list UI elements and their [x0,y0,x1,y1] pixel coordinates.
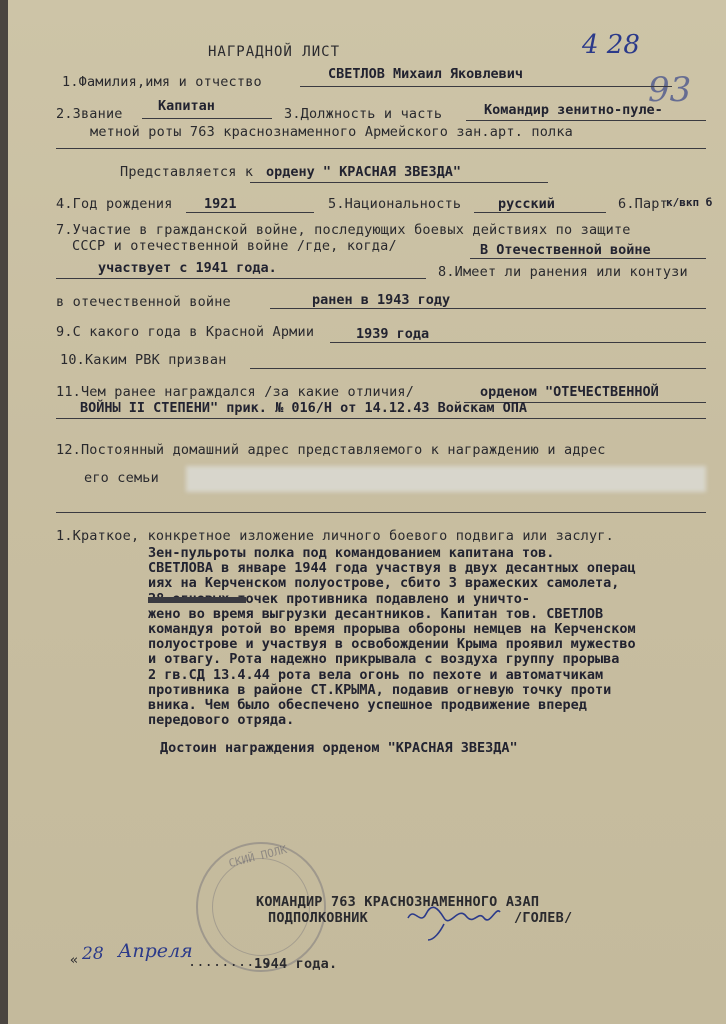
field-9-label: 9.С какого года в Красной Армии [56,324,315,340]
narrative-line: 28 огневых точек противника подавлено и уничто- [148,590,531,607]
field-8-label-line2: в отечественной войне [56,294,231,310]
field-1-value: СВЕТЛОВ Михаил Яковлевич [328,66,524,82]
narrative-heading: 1.Краткое, конкретное изложение личного боевого подвига или заслуг. [56,528,614,544]
field-6-value: к/вкп б [666,196,713,209]
field-3-underline [466,120,706,121]
conclusion: Достоин награждения орденом "КРАСНАЯ ЗВЕЗДА" [160,740,518,756]
signature-name: /ГОЛЕВ/ [514,910,573,926]
date-dots: .......... [188,954,272,970]
stamp-text: СКИЙ ПОЛК [227,842,289,871]
field-4-label: 4.Год рождения [56,196,173,212]
struck-out-text [148,597,246,603]
field-5-underline [474,212,606,213]
presented-underline [250,182,548,183]
field-5-value: русский [498,196,555,212]
field-3-underline-2 [56,148,706,149]
field-2-underline [142,118,272,119]
scan-edge [0,0,8,1024]
narrative-line: Зен-пульроты полка под командованием капитана тов. [148,545,555,561]
field-2-label: 2.Звание [56,106,123,122]
narrative-body [148,546,718,728]
date-quote: « [70,952,79,968]
field-7-label-line1: 7.Участие в гражданской войне, последующих боевых действиях по защите [56,222,631,238]
field-3-label: 3.Должность и часть [284,106,443,122]
field-7-value-line1: В Отечественной войне [480,242,651,258]
presented-label: Представляется к [120,164,254,180]
corner-handwritten-note: 4 28 [582,30,640,60]
field-4-value: 1921 [204,196,237,212]
redacted-address [186,466,706,492]
field-1-label: 1.Фамилия,имя и отчество [62,74,262,90]
field-8-underline [270,308,706,309]
field-7-label-line2: СССР и отечественной войне /где, когда/ [72,238,397,254]
field-7-underline [470,258,706,259]
field-12-label-line1: 12.Постоянный домашний адрес представляемого к награждению и адрес [56,442,606,458]
presented-value: ордену " КРАСНАЯ ЗВЕЗДА" [266,164,462,180]
narrative-line: передового отряда. [148,712,295,729]
field-11-label: 11.Чем ранее награждался /за какие отличия/ [56,384,415,400]
field-5-label: 5.Национальность [328,196,462,212]
field-7-underline-2 [56,278,426,279]
narrative-line: жено во время выгрузки десантников. Капитан тов. СВЕТЛОВ [148,605,604,622]
field-11-underline-2 [56,418,706,419]
date-year: 1944 года. [254,956,338,972]
field-12-label-line2: его семьи [84,470,159,486]
narrative-line: СВЕТЛОВА в январе 1944 года участвуя в двух десантных операц [148,560,636,577]
signature-title: КОМАНДИР 763 КРАСНОЗНАМЕННОГО АЗАП [256,894,540,910]
field-1-underline [300,86,672,87]
narrative-line: 2 гв.СД 13.4.44 рота вела огонь по пехоте и автоматчикам [148,666,604,683]
field-3-value-line1: Командир зенитно-пуле- [484,102,663,118]
field-3-value-line2: метной роты 763 краснознаменного Армейского зан.арт. полка [90,124,574,140]
date-month: Апреля [118,940,193,962]
narrative-line: полуострове и участвуя в освобождении Крыма проявил мужество [148,636,636,653]
document-title: НАГРАДНОЙ ЛИСТ [208,44,341,60]
field-4-underline [186,212,314,213]
field-8-label: 8.Имеет ли ранения или контузи [438,264,688,280]
field-11-value-line2: ВОЙНЫ II СТЕПЕНИ" прик. № 016/Н от 14.12.43 Войскам ОПА [80,400,528,416]
narrative-line: командуя ротой во время прорыва обороны немцев на Керченском [148,621,636,638]
signature [404,896,504,942]
date-day: 28 [82,944,104,964]
field-10-label: 10.Каким РВК призван [60,352,227,368]
narrative-line: вника. Чем было обеспечено успешное продвижение вперед [148,697,587,714]
field-8-value: ранен в 1943 году [312,292,451,308]
faint-handwritten-mark: 93 [648,70,692,110]
narrative-line: иях на Керченском полуострове, сбито 3 вражеских самолета, [148,575,620,592]
field-11-value-line1: орденом "ОТЕЧЕСТВЕННОЙ [480,384,659,400]
field-6-label: 6.Парт [618,196,668,212]
field-12-underline [56,512,706,513]
narrative-line: и отвагу. Рота надежно прикрывала с воздуха группу прорыва [148,651,620,668]
signature-rank: ПОДПОЛКОВНИК [268,910,368,926]
narrative-line: противника в районе СТ.КРЫМА, подавив огневую точку проти [148,681,612,698]
field-9-underline [330,342,706,343]
field-10-underline [250,368,706,369]
field-7-value-line2: участвует с 1941 года. [98,260,277,276]
field-9-value: 1939 года [356,326,430,342]
field-2-value: Капитан [158,98,215,114]
